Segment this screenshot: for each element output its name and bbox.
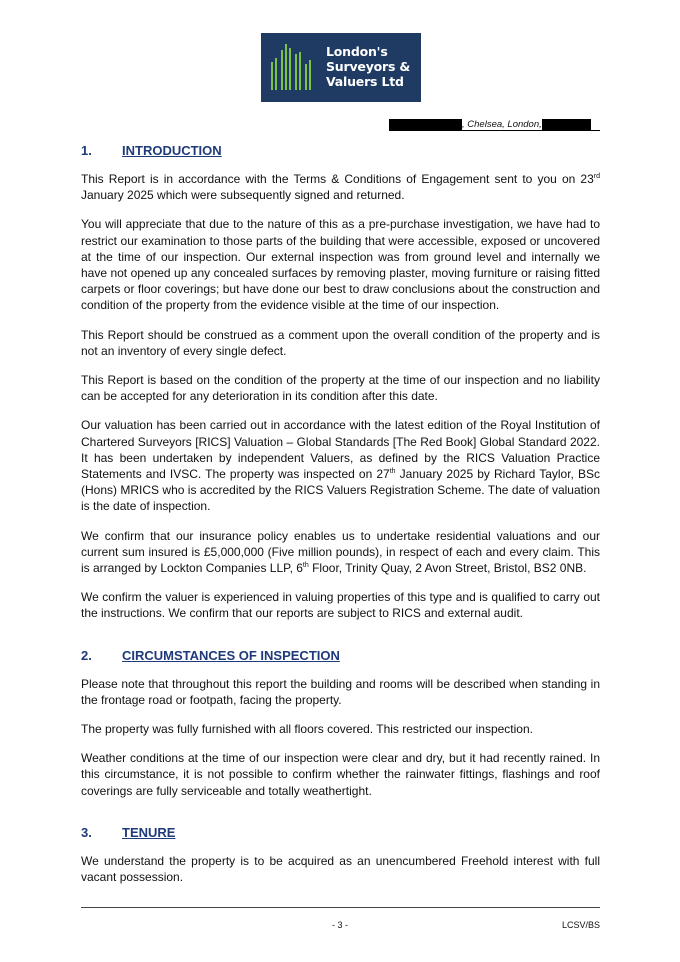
paragraph: We understand the property is to be acquired as an unencumbered Freehold interest with full vacant possession. <box>81 853 600 885</box>
document-reference: LCSV/BS <box>561 920 600 930</box>
report-body <box>81 142 600 885</box>
paragraph: This Report is based on the condition of the property at the time of our inspection and no liability can be accepted for any deterioration in its condition after this date. <box>81 373 600 404</box>
company-logo <box>261 33 421 102</box>
paragraph: This Report should be construed as a comment upon the overall condition of the property and is not an inventory of every single defect. <box>81 327 600 358</box>
page-number: - 3 - <box>331 920 348 930</box>
header-rule <box>389 130 600 131</box>
footer-rule <box>81 907 600 908</box>
paragraph: The property was fully furnished with all floors covered. This restricted our inspection. <box>81 722 533 737</box>
paragraph: This Report is in accordance with the Terms & Conditions of Engagement sent to you on 23rd January 2025 which were subsequently signed and returned. <box>81 172 600 203</box>
redaction-block <box>389 119 462 130</box>
paragraph: You will appreciate that due to the nature of this as a pre-purchase investigation, we have had to restrict our examination to those parts of the building that were accessible, exposed or uncovered at the time of our inspection. Our external inspection was from ground level and internally we have not opened up any concealed surfaces by removing plaster, moving furniture or raising fitted carpets or floor coverings; but have done our best to draw conclusions about the construction and condition of the property from the evidence visible at the time of our inspection. <box>81 217 600 313</box>
logo-bars-icon <box>269 42 321 92</box>
section-heading-introduction: 1. INTRODUCTION <box>81 143 222 158</box>
paragraph: Weather conditions at the time of our inspection were clear and dry, but it had recently rained. In this circumstance, it is not possible to confirm whether the rainwater fittings, flashings and roof coverings are fully serviceable and totally weathertight. <box>81 751 600 798</box>
redaction-block <box>542 119 591 130</box>
logo-text: London's Surveyors & Valuers Ltd <box>326 44 411 89</box>
paragraph: We confirm that our insurance policy enables us to undertake residential valuations and our current sum insured is £5,000,000 (Five million pounds), in respect of each and every claim. This is arranged by Lockton Companies LLP, 6th Floor, Trinity Quay, 2 Avon Street, Bristol, BS2 0NB. <box>81 528 600 576</box>
paragraph: Our valuation has been carried out in accordance with the latest edition of the Royal Institution of Chartered Surveyors [RICS] Valuation – Global Standards [The Red Book] Global Standard 2022. It has been undertaken by independent Valuers, as defined by the RICS Valuation Practice Statements and IVSC. The property was inspected on 27th January 2025 by Richard Taylor, BSc (Hons) MRICS who is accredited by the RICS Valuers Registration Scheme. The date of valuation is the date of inspection. <box>81 418 600 514</box>
paragraph: Please note that throughout this report the building and rooms will be described when standing in the frontage road or footpath, facing the property. <box>81 676 600 707</box>
header-address: , Chelsea, London, <box>389 119 599 131</box>
section-heading-tenure: 3. TENURE <box>81 824 176 840</box>
paragraph: We confirm the valuer is experienced in valuing properties of this type and is qualified to carry out the instructions. We confirm that our reports are subject to RICS and external audit. <box>81 590 600 621</box>
section-heading-circumstances: 2. CIRCUMSTANCES OF INSPECTION <box>81 647 340 663</box>
